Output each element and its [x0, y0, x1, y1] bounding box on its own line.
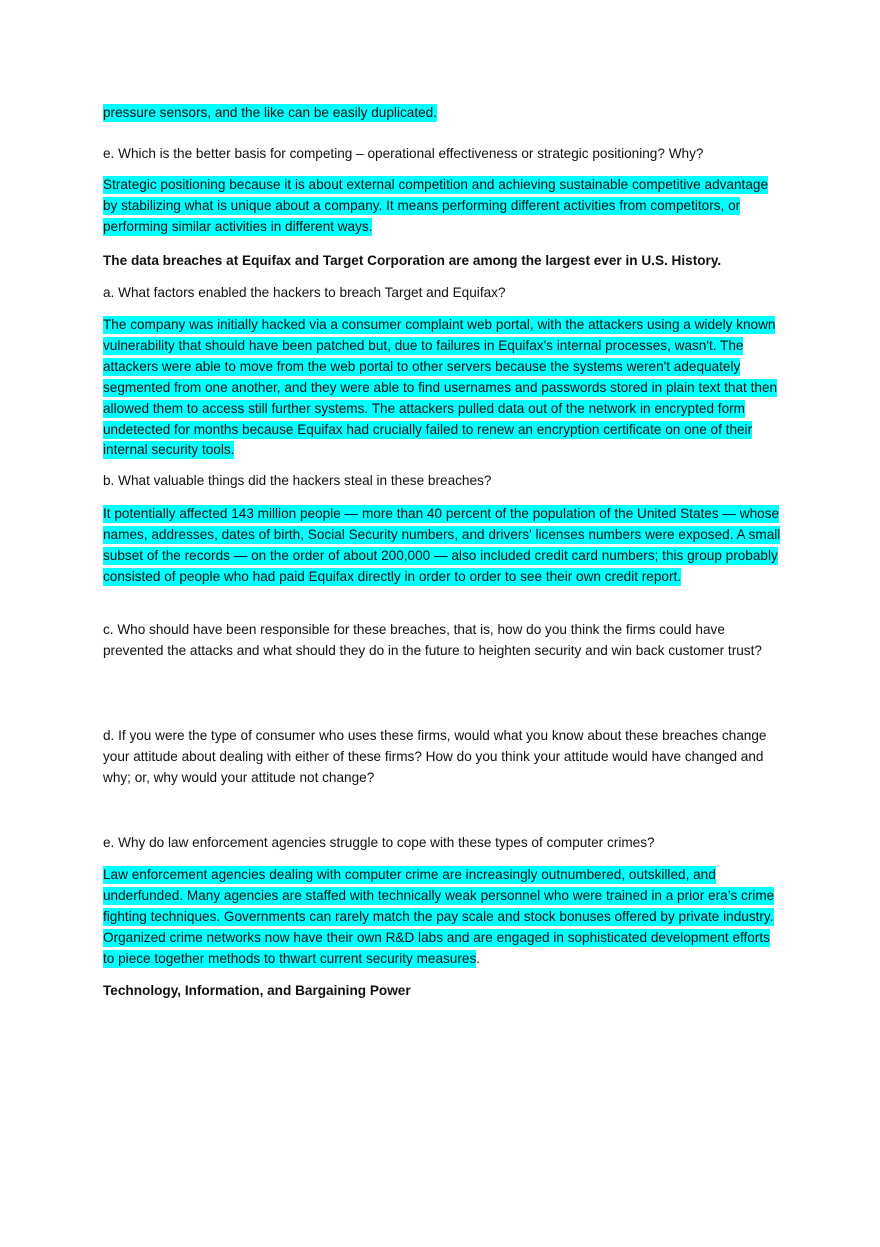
question-e-competing: e. Which is the better basis for competing – operational effectiveness or strategic positioning? Why?	[103, 146, 704, 161]
question-b-valuable: b. What valuable things did the hackers steal in these breaches?	[103, 473, 492, 488]
answer-a-factors	[103, 315, 783, 461]
question-a-factors: a. What factors enabled the hackers to breach Target and Equifax?	[103, 285, 506, 300]
answer-e-law-enforcement	[103, 865, 783, 970]
question-c-responsible: c. Who should have been responsible for these breaches, that is, how do you think the firms could have prevented the attacks and what should they do in the future to heighten security and win back customer trust?	[103, 622, 762, 658]
highlighted-text: Strategic positioning because it is about external competition and achieving sustainable competitive advantage by stabilizing what is unique about a company. It means performing different activities from competitors, or performing similar activities in different ways.	[103, 177, 768, 234]
question-e-law-enforcement: e. Why do law enforcement agencies struggle to cope with these types of computer crimes?	[103, 835, 655, 850]
section-heading-technology: Technology, Information, and Bargaining Power	[103, 983, 411, 998]
highlighted-text: Law enforcement agencies dealing with computer crime are increasingly outnumbered, outskilled, and underfunded. Many agencies are staffed with technically weak personnel who were trained in a prior era’s crime fighting techniques. Governments can rarely match the pay scale and stock bonuses offered by private industry. Organized crime networks now have their own R&D labs and are engaged in sophisticated development efforts to piece together methods to thwart current security measures	[103, 867, 775, 966]
highlighted-text: pressure sensors, and the like can be easily duplicated.	[103, 105, 437, 120]
answer-e-competing	[103, 175, 783, 238]
section-heading-breaches: The data breaches at Equifax and Target Corporation are among the largest ever in U.S. History.	[103, 253, 722, 268]
highlighted-text: The company was initially hacked via a consumer complaint web portal, with the attackers using a widely known vulnerability that should have been patched but, due to failures in Equifax's internal processes, wasn't. The attackers were able to move from the web portal to other servers because the systems weren't adequately segmented from one another, and they were able to find usernames and passwords stored in plain text that then allowed them to access still further systems. The attackers pulled data out of the network in encrypted form undetected for months because Equifax had crucially failed to renew an encryption certificate on one of their internal security tools.	[103, 317, 778, 458]
highlighted-text: It potentially affected 143 million people — more than 40 percent of the population of the United States — whose names, addresses, dates of birth, Social Security numbers, and drivers' licenses numbers were exposed. A small subset of the records — on the order of about 200,000 — also included credit card numbers; this group probably consisted of people who had paid Equifax directly in order to order to see their own credit report.	[103, 506, 781, 584]
answer-d-fragment	[103, 103, 783, 124]
sentence-end: .	[476, 950, 481, 966]
answer-b-valuable	[103, 504, 783, 588]
question-d-consumer: d. If you were the type of consumer who uses these firms, would what you know about these breaches change your attitude about dealing with either of these firms? How do you think your attitude would have changed and why; or, why would your attitude not change?	[103, 728, 767, 785]
